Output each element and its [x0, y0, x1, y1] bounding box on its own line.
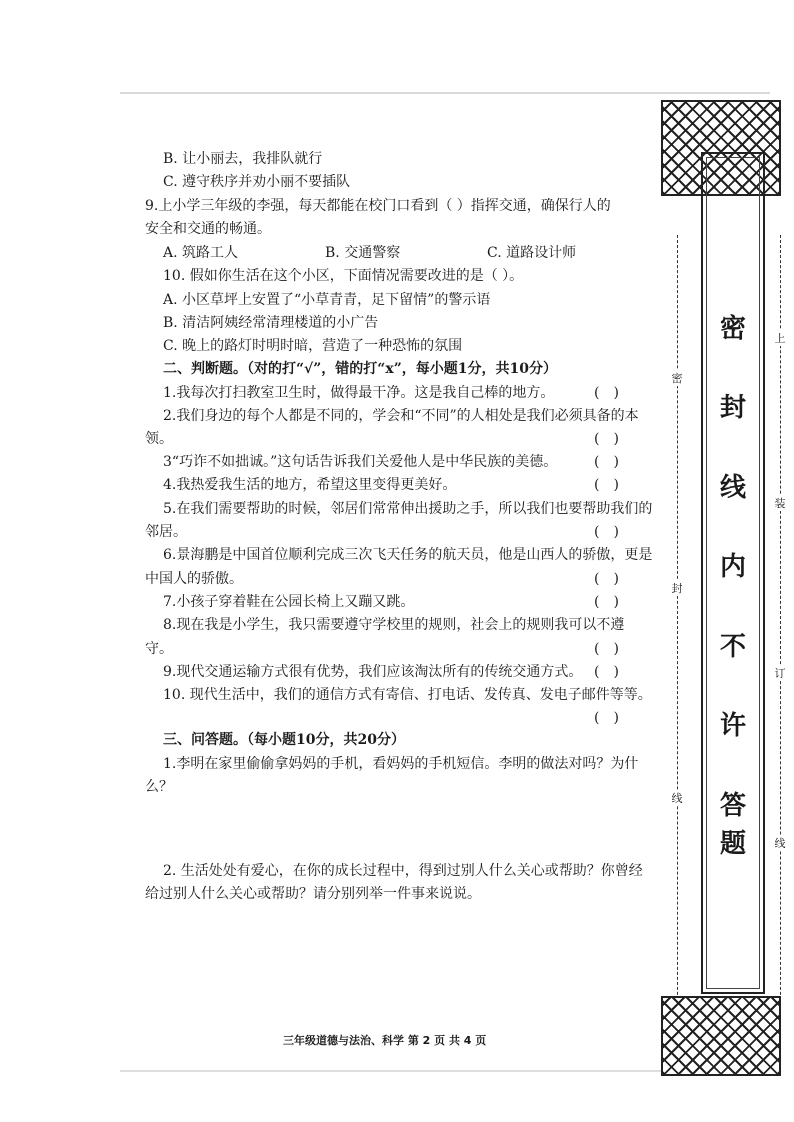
- answer-paren[interactable]: (): [594, 477, 633, 493]
- margin-label: 线: [671, 792, 683, 805]
- qa-2-cont: 给过别人什么关心或帮助？请分别列举一件事来说说。: [145, 886, 481, 902]
- seal-char: 答: [719, 791, 746, 821]
- qa-1: 1.李明在家里偷偷拿妈妈的手机，看妈妈的手机短信。李明的做法对吗？为什: [163, 756, 639, 772]
- seal-char: 封: [719, 393, 746, 423]
- tf-7: 7.小孩子穿着鞋在公园长椅上又蹦又跳。: [163, 594, 415, 610]
- section-2-heading: 二、判断题。（对的打“√”，错的打“x”，每小题1分，共10分）: [163, 361, 557, 377]
- scan-edge: [120, 1070, 754, 1072]
- seal-char: 密: [719, 314, 746, 344]
- q10-option-c: C. 晚上的路灯时明时暗，营造了一种恐怖的氛围: [163, 338, 463, 354]
- page-footer: 三年级道德与法治、科学 第 2 页 共 4 页: [283, 1034, 487, 1047]
- dashed-line-right: [780, 235, 781, 1035]
- margin-label: 线: [774, 837, 786, 850]
- tf-8: 8.现在我是小学生，我只需要遵守学校里的规则，社会上的规则我可以不遵: [163, 617, 625, 633]
- tf-4: 4.我热爱我生活的地方，希望这里变得更美好。: [163, 477, 457, 493]
- margin-label: 封: [671, 582, 683, 595]
- tf-5: 5.在我们需要帮助的时候，邻居们常常伸出援助之手，所以我们也要帮助我们的: [163, 501, 653, 517]
- qa-1-cont: 么？: [145, 779, 173, 795]
- answer-paren[interactable]: (): [594, 664, 633, 680]
- margin-label: 上: [774, 332, 786, 345]
- seal-char: 题: [719, 829, 746, 859]
- tf-6: 6.景海鹏是中国首位顺利完成三次飞天任务的航天员，他是山西人的骄傲，更是: [163, 547, 653, 563]
- tf-2: 2.我们身边的每个人都是不同的，学会和“不同”的人相处是我们必须具备的本: [163, 408, 639, 424]
- q9-text-cont: 安全和交通的畅通。: [145, 221, 271, 237]
- q9-option-b: B. 交通警察: [325, 245, 401, 261]
- seal-char: 线: [719, 473, 746, 503]
- scan-edge: [120, 92, 770, 94]
- hatch-pattern-bottom: [661, 996, 781, 1076]
- tf-6-cont: 中国人的骄傲。: [145, 571, 243, 587]
- q9-text: 9.上小学三年级的李强，每天都能在校门口看到（ ）指挥交通，确保行人的: [145, 198, 611, 214]
- section-3-heading: 三、问答题。（每小题10分，共20分）: [163, 732, 405, 748]
- seal-char: 不: [719, 632, 746, 662]
- tf-2-cont: 领。: [145, 431, 173, 447]
- answer-paren[interactable]: (): [594, 710, 633, 726]
- q9-option-c: C. 道路设计师: [487, 245, 577, 261]
- dashed-line-left: [677, 235, 678, 1035]
- answer-paren[interactable]: (): [594, 524, 633, 540]
- tf-9: 9.现代交通运输方式很有优势，我们应该淘汰所有的传统交通方式。: [163, 664, 583, 680]
- answer-paren[interactable]: (): [594, 454, 633, 470]
- tf-10: 10. 现代生活中，我们的通信方式有寄信、打电话、发传真、发电子邮件等等。: [163, 687, 652, 703]
- answer-paren[interactable]: (): [594, 385, 633, 401]
- q10-option-b: B. 清洁阿姨经常清理楼道的小广告: [163, 315, 379, 331]
- answer-paren[interactable]: (): [594, 571, 633, 587]
- tf-5-cont: 邻居。: [145, 524, 187, 540]
- margin-label: 订: [774, 667, 786, 680]
- answer-paren[interactable]: (): [594, 594, 633, 610]
- seal-char: 许: [719, 711, 746, 741]
- q9-option-a: A. 筑路工人: [163, 245, 239, 261]
- tf-3: 3“巧诈不如拙诚。”这句话告诉我们关爱他人是中华民族的美德。: [163, 454, 558, 470]
- q10-option-a: A. 小区草坪上安置了“小草青青，足下留情”的警示语: [163, 292, 491, 308]
- qa-2: 2. 生活处处有爱心，在你的成长过程中，得到过别人什么关心或帮助？你曾经: [163, 863, 643, 879]
- seal-char: 内: [719, 552, 746, 582]
- margin-label: 装: [774, 497, 786, 510]
- answer-paren[interactable]: (): [594, 641, 633, 657]
- tf-8-cont: 守。: [145, 641, 173, 657]
- tf-1: 1.我每次打扫教室卫生时，做得最干净。这是我自己棒的地方。: [163, 385, 555, 401]
- q8-option-b: B. 让小丽去，我排队就行: [163, 151, 323, 167]
- answer-paren[interactable]: (): [594, 431, 633, 447]
- q10-text: 10. 假如你生活在这个小区，下面情况需要改进的是（ ）。: [163, 268, 524, 284]
- margin-label: 密: [671, 372, 683, 385]
- q8-option-c: C. 遵守秩序并劝小丽不要插队: [163, 174, 351, 190]
